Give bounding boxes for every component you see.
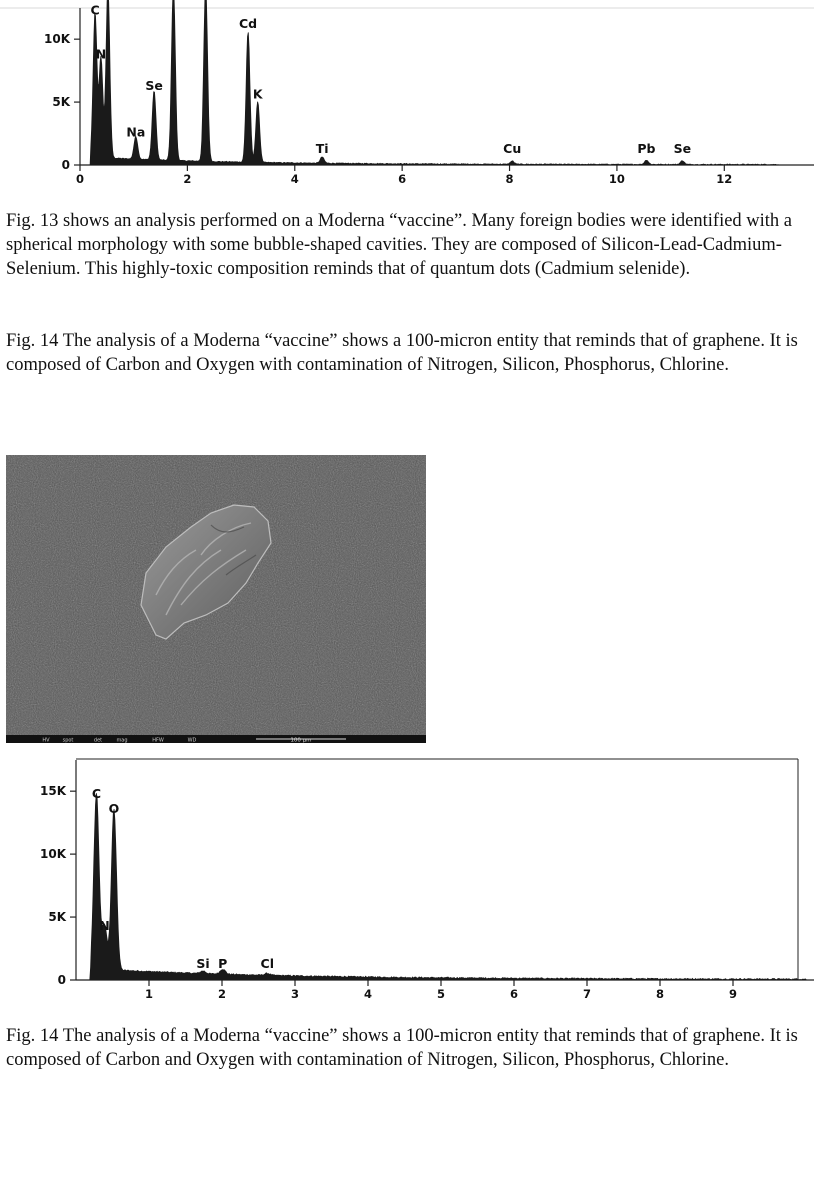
- x-tick-label: 8: [655, 987, 665, 1001]
- peak-label-cu: Cu: [503, 141, 522, 156]
- figure14-axes: [40, 760, 814, 1001]
- y-tick-label: 0: [57, 973, 66, 987]
- peak-label-cl: Cl: [260, 956, 274, 971]
- peak-label-p: P: [218, 956, 228, 971]
- figure13-spectrum-chart: [0, 0, 814, 200]
- x-tick-label: 2: [217, 987, 227, 1001]
- sem-scale-bar-label: 100 µm: [290, 737, 312, 743]
- peak-label-se: Se: [145, 77, 163, 93]
- y-tick-label: 0: [61, 158, 70, 172]
- x-tick-label: 2: [183, 172, 192, 186]
- x-tick-label: 12: [716, 172, 733, 186]
- x-tick-label: 4: [363, 987, 373, 1001]
- peak-label-se: Se: [673, 141, 692, 156]
- x-tick-label: 6: [398, 172, 407, 186]
- sem-databar-label: HFW: [152, 737, 164, 743]
- figure14-spectrum-chart: [0, 758, 814, 1018]
- x-tick-label: 1: [144, 987, 154, 1001]
- peak-label-ti: Ti: [315, 141, 329, 156]
- x-tick-label: 10: [608, 172, 625, 186]
- sem-databar-label: WD: [187, 737, 197, 743]
- x-tick-label: 6: [509, 987, 519, 1001]
- y-tick-label: 5K: [52, 95, 70, 110]
- y-tick-label: 5K: [48, 910, 66, 925]
- peak-label-k: K: [252, 86, 263, 102]
- peak-label-c: C: [91, 785, 102, 801]
- peak-label-n: N: [95, 46, 107, 62]
- sem-databar-label: det: [93, 737, 103, 743]
- x-tick-label: 0: [75, 172, 85, 186]
- sem-databar-label: spot: [62, 737, 74, 743]
- x-tick-label: 9: [728, 987, 738, 1001]
- peak-label-c: C: [90, 2, 100, 18]
- y-tick-label: 10K: [40, 847, 66, 862]
- figure14-spectrum-trace: [76, 793, 806, 980]
- sem-micrograph: [6, 455, 426, 743]
- figure14-caption-bottom: Fig. 14 The analysis of a Moderna “vaccine” shows a 100-micron entity that reminds that of graphene. It is composed of Carbon and Oxygen with contamination of Nitrogen, Silicon, Phosphorus, Chlorine.: [6, 1026, 798, 1070]
- x-tick-label: 5: [436, 987, 446, 1001]
- sem-databar-label: mag: [116, 737, 128, 743]
- peak-label-n: N: [99, 917, 110, 933]
- peak-label-cd: Cd: [238, 16, 258, 32]
- x-tick-label: 4: [290, 172, 299, 186]
- figure13-caption: Fig. 13 shows an analysis performed on a Moderna “vaccine”. Many foreign bodies were identified with a spherical morphology with some bubble-shaped cavities. They are composed of Silicon-Lead-Cadmium-Selenium. This highly-toxic composition reminds that of quantum dots (Cadmium selenide).: [6, 211, 793, 279]
- figure14-caption-top: Fig. 14 The analysis of a Moderna “vaccine” shows a 100-micron entity that reminds that of graphene. It is composed of Carbon and Oxygen with contamination of Nitrogen, Silicon, Phosphorus, Chlorine.: [6, 331, 798, 375]
- x-tick-label: 8: [505, 172, 514, 186]
- x-tick-label: 3: [290, 987, 300, 1001]
- y-tick-label: 10K: [44, 32, 70, 47]
- peak-label-si: Si: [196, 956, 210, 971]
- sem-databar-label: HV: [42, 737, 50, 743]
- peak-label-pb: Pb: [637, 141, 656, 156]
- peak-label-na: Na: [126, 124, 146, 140]
- y-tick-label: 15K: [40, 784, 66, 799]
- x-tick-label: 7: [582, 987, 592, 1001]
- figure13-peak-labels: [90, 2, 691, 156]
- peak-label-o: O: [108, 800, 120, 816]
